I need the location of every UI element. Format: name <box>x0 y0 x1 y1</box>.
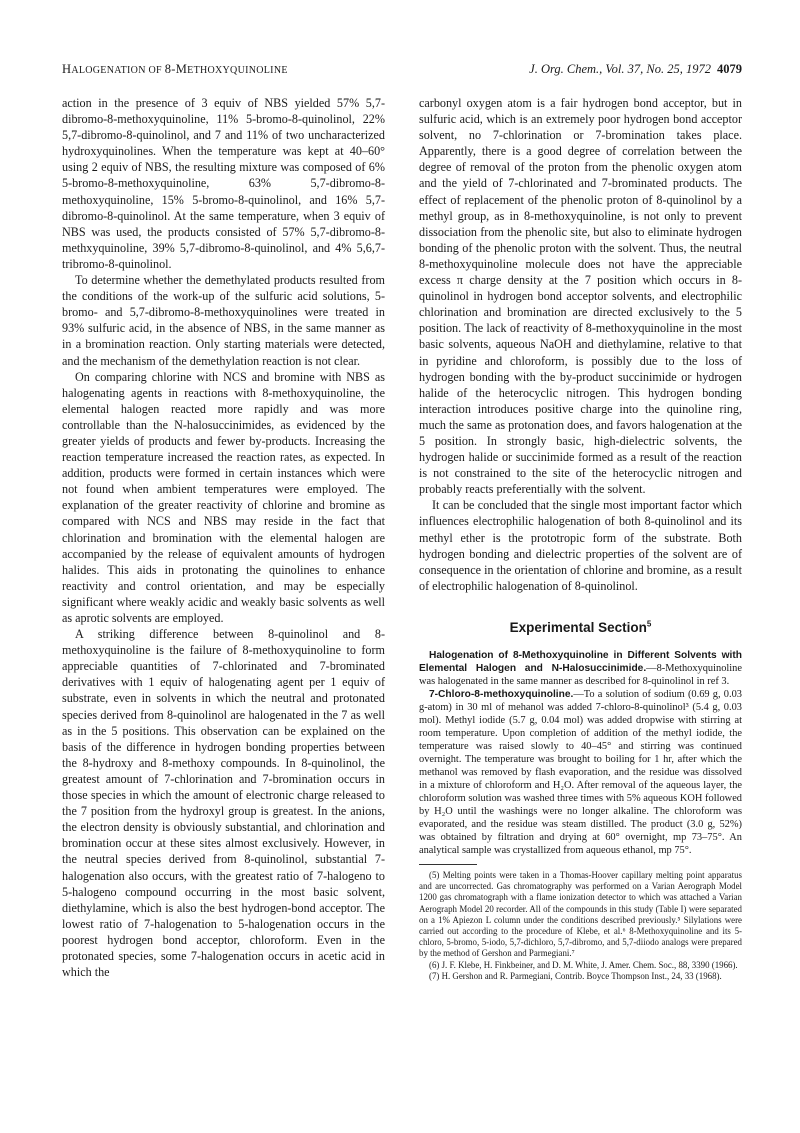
right-column <box>419 95 742 982</box>
running-title-smallcaps: ALOGENATION OF <box>71 65 165 76</box>
page-number: 4079 <box>717 62 742 76</box>
running-title-compound: 8-M <box>164 62 188 76</box>
left-column <box>62 95 385 980</box>
experimental-paragraph <box>419 649 742 688</box>
experimental-text: —To a solution of sodium (0.69 g, 0.03 g-atom) in 30 ml of mehanol was added 7-chloro-8-quinolinol³ (5.4 g, 0.03 mol). Methyl iodide (5.7 g, 0.04 mol) was added dropwise with stirring at room temperature. Upon completion of addition of the methyl iodide, the temperature was raised slowly to 40–45° and stirring was continued overnight. The temperature was brought to boiling for 1 hr, after which the methanol was removed by flash evaporation, and the residue was dissolved in a mixture of chloroform and H₂O. After removal of the aqueous layer, the chloroform solution was washed three times with 5% aqueous KOH followed by H₂O until the washings were no longer alkaline. The chloroform was evaporated, and the residue was steam distilled. The product (3.0 g, 52%) was obtained by filtration and drying at 60° overnight, mp 73–75°. An analytical sample was crystallized from aqueous ethanol, mp 75°. <box>419 688 742 856</box>
running-title-initial: H <box>62 62 72 76</box>
running-header <box>62 62 742 82</box>
body-paragraph: On comparing chlorine with NCS and bromine with NBS as halogenating agents in reactions with 8-methoxyquinoline, the elemental halogen reacted more rapidly and was more controllable than the N-halosuccinimides, as evidenced by the greater yields of products and fewer by-products. Increasing the reaction temperature increased the reaction rates, as expected. In addition, products were formed in certain instances which were not found when ambient temperatures were employed. The explanation of the greater reactivity of chlorine and bromine as compared with NCS and NBS may reside in the fact that chlorination and bromination with the elemental halogen are accompanied by the release of equivalent amounts of hydrogen halides. This aids in protonating the quinolines to enhance reactivity and control orientation, and may be especially significant where weakly acidic and weakly basic solvents as well as aprotic solvents are employed. <box>62 369 385 625</box>
running-title-compound-smallcaps: ETHOXYQUINOLINE <box>187 65 288 76</box>
footnote-divider <box>419 864 477 865</box>
section-heading <box>419 620 742 635</box>
body-paragraph: To determine whether the demethylated products resulted from the conditions of the work-up of the sulfuric acid solutions, 5-bromo- and 5,7-dibromo-8-methoxyquinolines were treated in 93% sulfuric acid, in the absence of NBS, in the same manner as in a bromination reaction. Only starting materials were detected, and the mechanism of the demethylation reaction is not clear. <box>62 273 385 368</box>
runin-heading: Halogenation of 8-Methoxyquinoline in Different Solvents with Elemental Halogen and N-Halosuccinimide. <box>419 649 742 674</box>
footnote: (5) Melting points were taken in a Thomas-Hoover capillary melting point apparatus and are uncorrected. Gas chromatography was performed on a Varian Aerograph Model 1200 gas chromatograph with a flame ionization detector to which was attached a Varian Aerograph Model 20 recorder. All of the compounds in this study (Table I) were separated on a 1% Apiezon L column under the conditions described previously.⁵ Silylations were carried out according to the procedure of Klebe, et al.⁶ 8-Methoxyquinoline and its 5-chloro, 5-bromo, 5-iodo, 5,7-dichloro, 5,7-dibromo, and 5,7-diiodo analogs were prepared by the method of Gershon and Parmegiani.⁷ <box>419 869 742 959</box>
experimental-text: —8-Methoxyquinoline was halogenated in the same manner as described for 8-quinolinol in ref 3. <box>419 662 742 687</box>
running-title <box>62 62 288 77</box>
body-paragraph: action in the presence of 3 equiv of NBS yielded 57% 5,7-dibromo-8-methoxyquinoline, 11% 5-bromo-8-quinolinol, 22% 5,7-dibromo-8-quinolinol, and 7 and 11% of two uncharacterized hydroxyquinolines. When the temperature was kept at 40–60° using 2 equiv of NBS, the resulting mixture was composed of 6% 5-bromo-8-methoxyquinoline, 63% 5,7-dibromo-8-methoxyquinoline, 15% 5-bromo-8-quinolinol, and 16% 5,7-dibromo-8-quinolinol. At the same temperature, when 3 equiv of NBS was used, the products consisted of 57% 5,7-dibromo-8-methxyquinoline, 39% 5,7-dibromo-8-quinolinol, and 4% 5,6,7-tribromo-8-quinolinol. <box>62 96 385 271</box>
runin-heading: 7-Chloro-8-methoxyquinoline. <box>429 688 574 700</box>
body-paragraph: It can be concluded that the single most important factor which influences electrophilic halogenation of both 8-quinolinol and its methyl ether is the prototropic form of the substrate. Both hydrogen bonding and dielectric properties of the solvent are of consequence in the orientation of chlorine and bromine, as a result of electrophilic halogenation of 8-quinolinol. <box>419 498 742 593</box>
body-paragraph: A striking difference between 8-quinolinol and 8-methoxyquinoline is the failure of 8-methoxyquinoline to form appreciable quantities of 7-chlorinated and 7-brominated derivatives with 1 equiv of halogenating agent per 1 equiv of substrate, even in solvents in which the neutral and protonated species derived from 8-quinolinol are halogenated in the 7 as well as in the 5 positions. This observation can be explained on the basis of the difference in hydrogen bonding properties between the 8-hydroxy and 8-methoxy compounds. In 8-quinolinol, the greatest amount of 7-chlorination and 7-bromination occurs in those species in which the amount of electronic charge released to the 7 position from the hydroxyl group is greatest. In the anions, the electron density is obviously substantial, and chlorination and bromination occur at these sites almost exclusively. However, in the neutral species derived from 8-quinolinol, substantial 7-halogenation also occurs, with the greatest ratio of 7-halogeno to 5-halogeno compound occurring in the most basic solvent, diethylamine, which is also the best hydrogen-bond acceptor. The lowest ratio of 7-halogenation to 5-halogenation occurs in the poorest hydrogen bond acceptor, chloroform. Even in the protonated species, some 7-halogenation occurs in acetic acid in which the <box>62 627 385 980</box>
journal-name: J. Org. Chem., Vol. 37, No. 25, 1972 <box>529 62 711 76</box>
body-paragraph: carbonyl oxygen atom is a fair hydrogen bond acceptor, but in sulfuric acid, which is an extremely poor hydrogen bond acceptor solvent, no 7-chlorination or 7-bromination takes place. Apparently, there is a good degree of correlation between the degree of removal of the proton from the phenolic oxygen atom and the yield of 7-chlorinated and 7-brominated products. The effect of replacement of the phenolic proton of 8-quinolinol by a methyl group, as in 8-methoxyquinoline, is not only to prevent dissociation from the phenolic site, but also to eliminate hydrogen bonding of the phenolic proton with the solvent. Thus, the neutral 8-methoxyquinoline molecule does not have the appreciable excess π charge density at the 7 position which occurs in 8-quinolinol in hydrogen bond acceptor solvents, and electrophilic chlorination and bromination are directed exclusively to the 5 position. The lack of reactivity of 8-methoxyquinoline in the most basic solvents, aqueous NaOH and diethylamine, relative to that in pyridine and chloroform, is possibly due to the loss of hydrogen bonding with the by-product succinimide or hydrogen halide of the heterocyclic nitrogen. This hydrogen bonding interaction introduces positive charge into the quinoline ring, much the same as protonation does, and favors halogenation at the 5 position. In strongly basic, high-dielectric solvents, the hydrogen halide or succinimide formed as a result of the reaction is not constrained to the site of the heterocyclic nitrogen and probably reacts preferentially with the solvent. <box>419 96 742 497</box>
footnote-ref: 5 <box>646 619 652 629</box>
footnote: (7) H. Gershon and R. Parmegiani, Contrib. Boyce Thompson Inst., 24, 33 (1968). <box>429 970 722 981</box>
journal-citation <box>529 62 742 77</box>
section-heading-text: Experimental Section <box>509 619 647 635</box>
experimental-paragraph <box>419 688 742 857</box>
footnote: (6) J. F. Klebe, H. Finkbeiner, and D. M. White, J. Amer. Chem. Soc., 88, 3390 (1966). <box>429 959 738 970</box>
